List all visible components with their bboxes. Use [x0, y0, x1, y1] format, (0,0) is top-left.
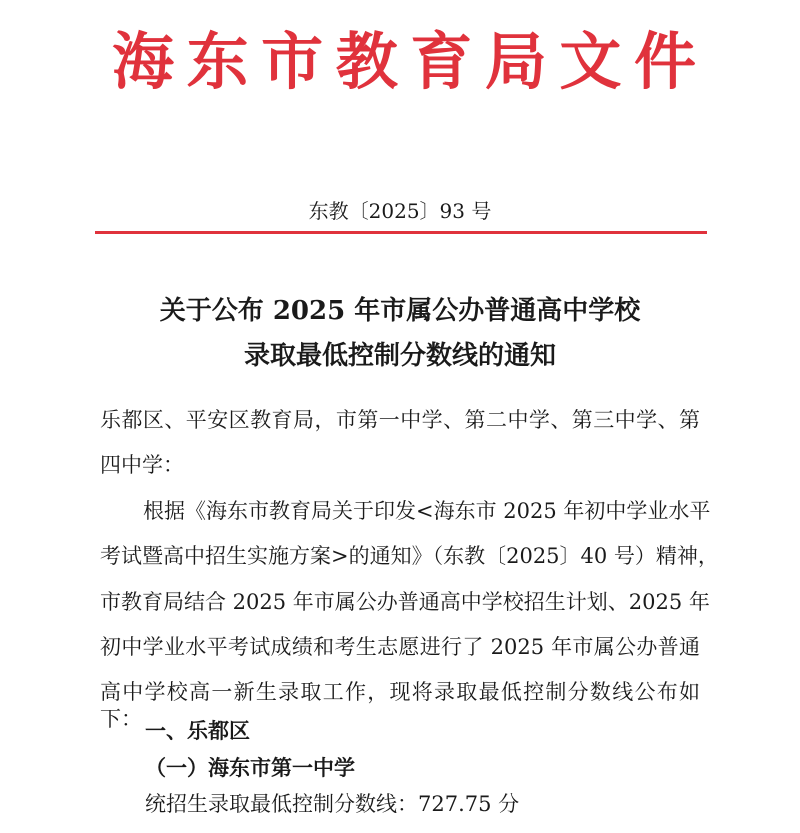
score-line: 统招生录取最低控制分数线：727.75 分	[145, 792, 520, 816]
section-heading: 一、乐都区	[145, 719, 250, 743]
recipients-line: 乐都区、平安区教育局，市第一中学、第二中学、第三中学、第	[100, 408, 700, 432]
body-line: 市教育局结合 2025 年市属公办普通高中学校招生计划、2025 年	[100, 590, 710, 614]
document-number: 东教〔2025〕93 号	[308, 199, 492, 223]
notice-title-line1: 关于公布 2025 年市属公办普通高中学校	[159, 296, 641, 326]
body-line: 初中学业水平考试成绩和考生志愿进行了 2025 年市属公办普通	[100, 635, 700, 659]
header-divider	[95, 231, 707, 234]
body-line: 高中学校高一新生录取工作，现将录取最低控制分数线公布如	[100, 680, 700, 704]
recipients-line: 四中学：	[100, 453, 184, 477]
subsection-heading: （一）海东市第一中学	[145, 756, 355, 780]
notice-title-line2: 录取最低控制分数线的通知	[243, 341, 556, 371]
document-header-title: 海东市教育局文件	[112, 25, 696, 98]
body-line: 下：	[100, 707, 142, 731]
body-line: 考试暨高中招生实施方案>的通知》（东教〔2025〕40 号）精神，	[100, 544, 719, 568]
body-line: 根据《海东市教育局关于印发<海东市 2025 年初中学业水平	[143, 499, 711, 523]
